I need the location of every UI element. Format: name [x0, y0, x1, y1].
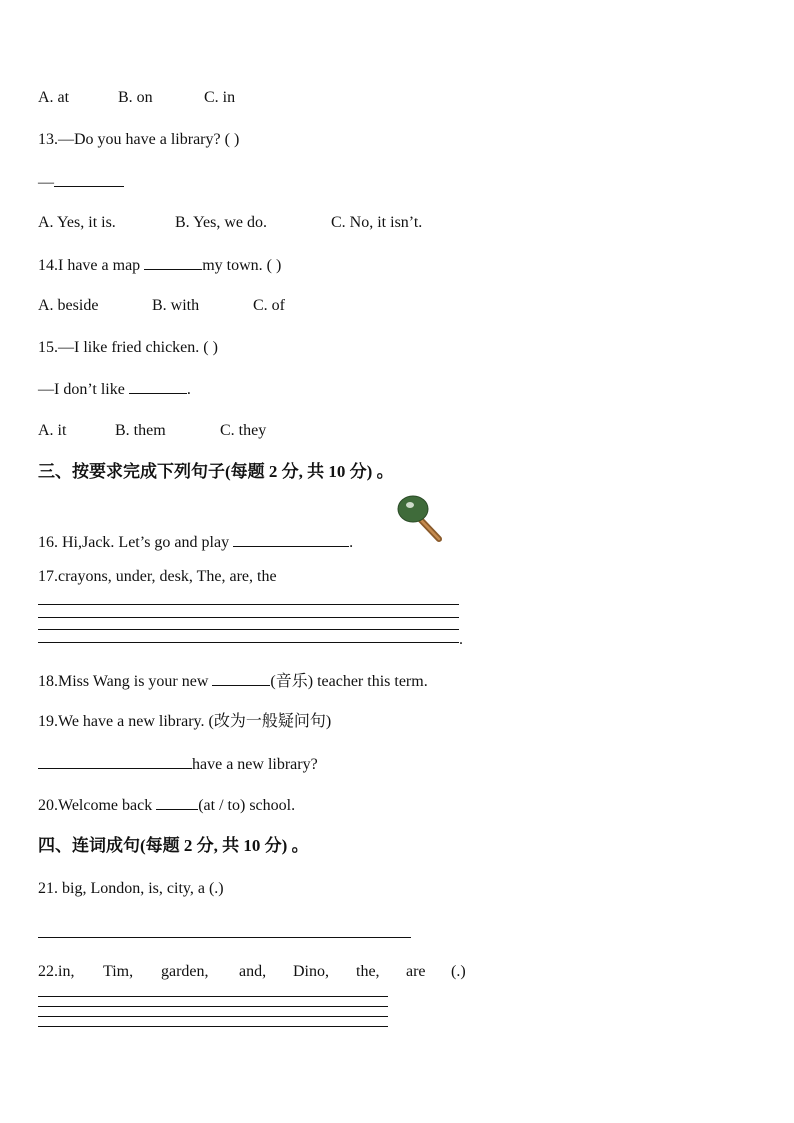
q17-answer-rule-2[interactable]	[38, 617, 459, 618]
q14-option-a: A. beside	[38, 297, 99, 314]
q13-dash: —	[38, 174, 54, 191]
q14-question	[38, 255, 281, 276]
q22-word-5: Dino,	[293, 963, 329, 980]
q20-question	[38, 795, 295, 816]
q17-answer-rule-4[interactable]	[38, 642, 459, 643]
q14-text-post: my town. ( )	[202, 257, 282, 274]
q13-option-b: B. Yes, we do.	[175, 214, 268, 231]
q16-blank[interactable]	[233, 532, 349, 547]
q22-word-7: are	[406, 963, 426, 980]
q15-blank[interactable]	[129, 379, 187, 394]
q13-option-a: A. Yes, it is.	[38, 214, 116, 231]
q22-question	[38, 962, 466, 982]
q22-word-4: and,	[239, 963, 267, 980]
q17-answer-rule-1[interactable]	[38, 604, 459, 605]
q22-word-3: garden,	[161, 963, 209, 980]
q15-options	[38, 421, 266, 441]
q15-reply-post: .	[186, 381, 191, 398]
q13-options	[38, 213, 422, 233]
ping-pong-paddle-icon	[396, 494, 446, 544]
q22-word-6: the,	[356, 963, 380, 980]
q15-reply	[38, 379, 191, 400]
q15-reply-pre: —I don’t like	[38, 381, 129, 398]
q13-answer-blank[interactable]	[54, 172, 124, 187]
q12-option-b: B. on	[118, 89, 153, 106]
q22-word-8: (.)	[451, 963, 466, 980]
q14-option-b: B. with	[152, 297, 200, 314]
q20-blank[interactable]	[156, 795, 198, 810]
q14-option-c: C. of	[253, 297, 285, 314]
q12-options	[38, 88, 235, 108]
q20-text-pre: 20.Welcome back	[38, 797, 157, 814]
section-3-heading: 三、按要求完成下列句子(每题 2 分, 共 10 分) 。	[38, 462, 394, 481]
q16-text-pre: 16. Hi,Jack. Let’s go and play	[38, 534, 234, 551]
q22-answer-rule-2[interactable]	[38, 1006, 388, 1007]
q18-question	[38, 671, 428, 692]
q20-text-post: (at / to) school.	[198, 797, 296, 814]
q19-answer-line	[38, 754, 318, 775]
q15-question: 15.—I like fried chicken. ( )	[38, 339, 218, 356]
q15-option-b: B. them	[115, 422, 166, 439]
q22-word-2: Tim,	[103, 963, 134, 980]
q21-answer-rule[interactable]	[38, 937, 411, 938]
q12-option-a: A. at	[38, 89, 70, 106]
q14-blank[interactable]	[144, 255, 202, 270]
q13-question: 13.—Do you have a library? ( )	[38, 131, 240, 148]
q17-question: 17.crayons, under, desk, The, are, the	[38, 568, 277, 585]
q22-answer-rule-1[interactable]	[38, 996, 388, 997]
q16-text-post: .	[349, 534, 354, 551]
section-4-heading: 四、连词成句(每题 2 分, 共 10 分) 。	[38, 836, 309, 855]
q19-question: 19.We have a new library. (改为一般疑问句)	[38, 713, 332, 730]
q18-blank[interactable]	[212, 671, 270, 686]
q22-word-1: 22.in,	[38, 963, 75, 980]
q16-question	[38, 532, 353, 553]
q14-options	[38, 296, 285, 316]
q17-end-period: .	[459, 631, 463, 648]
q13-answer-line	[38, 172, 124, 193]
q19-answer-post: have a new library?	[192, 756, 318, 773]
q19-blank[interactable]	[38, 754, 192, 769]
q22-answer-rule-4[interactable]	[38, 1026, 388, 1027]
q17-answer-rule-3[interactable]	[38, 629, 459, 630]
q15-option-c: C. they	[220, 422, 267, 439]
q14-text-pre: 14.I have a map	[38, 257, 145, 274]
q18-text-pre: 18.Miss Wang is your new	[38, 673, 213, 690]
q22-answer-rule-3[interactable]	[38, 1016, 388, 1017]
q21-question: 21. big, London, is, city, a (.)	[38, 880, 224, 897]
q15-option-a: A. it	[38, 422, 67, 439]
q18-text-post: (音乐) teacher this term.	[270, 673, 428, 690]
q13-option-c: C. No, it isn’t.	[331, 214, 423, 231]
q12-option-c: C. in	[204, 89, 236, 106]
